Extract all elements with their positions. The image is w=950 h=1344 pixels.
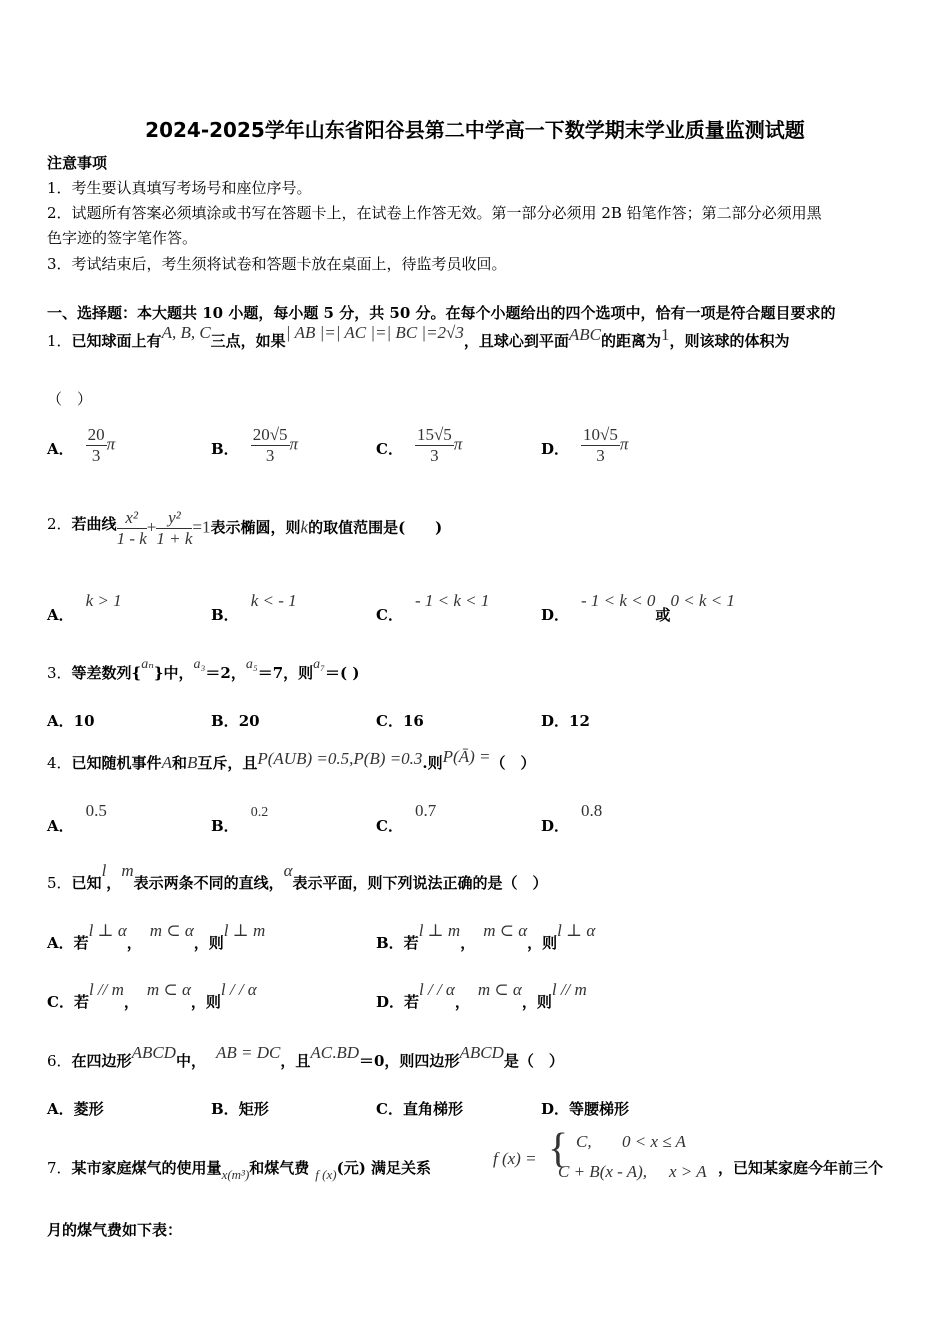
- q5-text: 表示两条不同的直线，: [133, 874, 284, 892]
- q7-text: 和煤气费: [249, 1159, 310, 1177]
- notice-item: 色字迹的签字笔作答。: [47, 229, 198, 247]
- option-d[interactable]: [376, 979, 587, 1011]
- answer-paren: （ ）: [47, 390, 93, 408]
- q1-math: 1: [661, 325, 670, 344]
- fraction-denominator: 3: [430, 446, 439, 465]
- question-number: 1．: [47, 332, 72, 350]
- option-a[interactable]: [47, 425, 115, 466]
- option-label: C．: [376, 439, 403, 458]
- question-3: [47, 657, 360, 683]
- q3-text: 等差数列{: [71, 664, 142, 682]
- option-math: k < - 1: [250, 591, 297, 610]
- option-c[interactable]: [376, 710, 424, 731]
- option-text: 直角梯形: [402, 1100, 463, 1118]
- option-math: - 1 < k < 1: [414, 591, 490, 610]
- separator: ，则: [521, 993, 552, 1011]
- option-label: C．: [376, 606, 403, 624]
- option-text: 菱形: [73, 1100, 104, 1118]
- option-label: A．: [47, 1100, 74, 1118]
- option-label: D．: [541, 1100, 570, 1118]
- q1-math: ABC: [568, 325, 602, 344]
- option-b[interactable]: [211, 425, 298, 466]
- q6-math: BD: [336, 1043, 359, 1062]
- option-math: l ⊥ α: [557, 921, 596, 940]
- q1-text: ，则该球的体积为: [669, 332, 790, 350]
- option-c[interactable]: [376, 800, 437, 835]
- q6-math: ABCD: [131, 1043, 176, 1062]
- option-label: A．若: [47, 934, 89, 952]
- separator: ，则: [190, 993, 221, 1011]
- question-number: 3．: [47, 664, 72, 682]
- option-label: A．: [47, 606, 74, 624]
- option-math: m ⊂ α: [149, 921, 194, 940]
- fraction-numerator: 20: [87, 425, 105, 444]
- option-b[interactable]: [376, 920, 596, 952]
- q4-math: ,P(B) =0.3: [349, 749, 423, 768]
- option-a[interactable]: [47, 800, 107, 835]
- fraction-denominator: 3: [91, 446, 101, 465]
- separator: ，则: [527, 934, 558, 952]
- q5-text: 已知: [71, 874, 102, 892]
- option-d[interactable]: [541, 1098, 629, 1119]
- option-label: B．: [211, 439, 239, 458]
- question-number: 6．: [47, 1052, 72, 1070]
- q6-text: 在四边形: [71, 1052, 132, 1070]
- option-a[interactable]: [47, 920, 266, 952]
- dot-product: .: [332, 1043, 337, 1062]
- separator: ，: [454, 993, 470, 1011]
- question-6: [47, 1043, 564, 1071]
- option-d[interactable]: [541, 800, 603, 835]
- pi-symbol: π: [619, 434, 629, 454]
- q4-text: 和: [171, 754, 187, 772]
- question-7: [47, 1157, 432, 1182]
- option-c[interactable]: [376, 425, 462, 466]
- pi-symbol: π: [453, 434, 463, 454]
- fraction-numerator: 15√5: [416, 425, 452, 444]
- piecewise-case-1-value: C,: [576, 1132, 592, 1151]
- option-value: 0.2: [250, 805, 269, 820]
- fraction-numerator: x²: [117, 508, 147, 529]
- notice-item: 3．考试结束后，考生须将试卷和答题卡放在桌面上，待监考员收回。: [47, 255, 507, 273]
- q4-text: 已知随机事件: [71, 754, 162, 772]
- option-value: 0.7: [414, 801, 437, 820]
- question-number: 7．: [47, 1159, 72, 1177]
- q3-text: ＝( ): [325, 664, 360, 682]
- q3-text: ＝2，: [205, 664, 246, 682]
- piecewise-case-2-condition: x > A: [669, 1162, 707, 1181]
- option-b[interactable]: [211, 590, 297, 624]
- piecewise-function-name: f (x) =: [493, 1149, 537, 1168]
- notice-item: 1．考生要认真填写考场号和座位序号。: [47, 179, 312, 197]
- q7-text-line2: 月的煤气费如下表：: [47, 1221, 183, 1239]
- separator: ，: [123, 993, 139, 1011]
- question-5: [47, 861, 548, 893]
- pi-symbol: π: [106, 434, 116, 454]
- q4-math: P(AUB) =0.5: [257, 749, 350, 768]
- option-b[interactable]: [211, 1098, 269, 1119]
- q6-math: ABCD: [459, 1043, 504, 1062]
- option-math: l ⊥ m: [418, 921, 461, 940]
- separator: ，: [126, 934, 142, 952]
- q2-text: 若曲线: [71, 514, 117, 533]
- q5-text: ，: [106, 874, 122, 892]
- q3-text: }中，: [153, 664, 194, 682]
- option-label: A．: [47, 439, 74, 458]
- piecewise-case-2-value: C + B(x - A),: [558, 1162, 648, 1181]
- option-math: m ⊂ α: [146, 980, 191, 999]
- option-value: 0.5: [85, 801, 107, 820]
- fraction-denominator: 3: [596, 446, 605, 465]
- option-text: 16: [402, 712, 424, 730]
- option-label: D．: [541, 712, 570, 730]
- fraction-denominator: 1 - k: [116, 529, 147, 548]
- option-b[interactable]: [211, 710, 260, 731]
- q7-text: (元) 满足关系: [336, 1159, 432, 1177]
- q1-text: 的距离为: [601, 332, 662, 350]
- q2-math: k: [300, 517, 309, 537]
- q2-text: 表示椭圆，则: [210, 518, 301, 537]
- option-a[interactable]: [47, 1098, 104, 1119]
- option-c[interactable]: [376, 590, 490, 624]
- option-label: B．: [211, 606, 239, 624]
- option-a[interactable]: [47, 710, 95, 731]
- option-math: l // m: [551, 980, 587, 999]
- option-text: 20: [238, 712, 260, 730]
- option-label: C．: [376, 817, 403, 835]
- q6-math: AB = DC: [215, 1043, 281, 1062]
- equals-sign: =1: [192, 517, 211, 537]
- option-label: A．: [47, 817, 74, 835]
- q4-text: 互斥，且: [197, 754, 258, 772]
- q3-math: a₇: [313, 657, 326, 672]
- option-math: l / / α: [220, 980, 257, 999]
- option-d[interactable]: [541, 710, 590, 731]
- q3-math: a₃: [193, 657, 206, 672]
- piecewise-brace: {: [548, 1126, 569, 1172]
- question-number: 2．: [47, 514, 72, 533]
- q6-text: ，且: [280, 1052, 311, 1070]
- option-label: B．若: [376, 934, 419, 952]
- option-d[interactable]: [541, 425, 628, 466]
- option-math: l ⊥ m: [223, 921, 266, 940]
- option-d[interactable]: [541, 590, 735, 624]
- q1-math: A, B, C: [161, 323, 211, 342]
- option-label: C．: [376, 1100, 403, 1118]
- q4-text: （ ）: [490, 754, 536, 772]
- q5-math: l: [101, 861, 107, 880]
- option-math: k > 1: [85, 591, 122, 610]
- or-word: 或: [655, 606, 671, 624]
- option-label: C．若: [47, 993, 89, 1011]
- question-2: [47, 508, 442, 549]
- option-math: l ⊥ α: [88, 921, 127, 940]
- question-number: 4．: [47, 754, 72, 772]
- q6-text: ＝0，则四边形: [359, 1052, 460, 1070]
- option-label: B．: [211, 712, 239, 730]
- q7-text: ，已知某家庭今年前三个: [718, 1159, 884, 1177]
- q4-math: P(Ā) =: [442, 747, 491, 766]
- fraction-numerator: 10√5: [583, 425, 618, 444]
- option-text: 12: [569, 712, 590, 730]
- option-math: - 1 < k < 0: [581, 591, 656, 610]
- q4-math: A: [161, 753, 172, 772]
- separator: ，则: [193, 934, 224, 952]
- option-math: l // m: [88, 980, 124, 999]
- q6-text: 中，: [175, 1052, 206, 1070]
- q1-math: | AB |=| AC |=| BC |=2√3: [285, 323, 464, 342]
- q5-math: α: [283, 861, 293, 880]
- option-label: C．: [376, 712, 403, 730]
- notice-heading: 注意事项: [47, 154, 108, 172]
- option-text: 等腰梯形: [569, 1100, 630, 1118]
- option-math: m ⊂ α: [477, 980, 522, 999]
- fraction-numerator: 20√5: [252, 425, 288, 444]
- page-title: 2024-2025学年山东省阳谷县第二中学高一下数学期末学业质量监测试题: [145, 118, 805, 142]
- option-label: A．: [47, 712, 74, 730]
- option-label: B．: [211, 1100, 239, 1118]
- option-label: D．: [541, 817, 570, 835]
- q2-text: 的取值范围是( ): [308, 518, 443, 537]
- option-label: B．: [211, 817, 239, 835]
- fraction-numerator: y²: [156, 508, 192, 529]
- option-label: D．: [541, 606, 570, 624]
- q1-text: 已知球面上有: [71, 332, 162, 350]
- fraction-denominator: 1 + k: [156, 529, 193, 548]
- piecewise-case-1-condition: 0 < x ≤ A: [622, 1132, 686, 1151]
- option-label: D．若: [376, 993, 420, 1011]
- option-math: l / / α: [419, 980, 455, 999]
- question-1: [47, 323, 790, 351]
- pi-symbol: π: [289, 434, 299, 454]
- option-math: 0 < k < 1: [670, 591, 735, 610]
- fraction-denominator: 3: [265, 446, 275, 465]
- option-math: m ⊂ α: [483, 921, 528, 940]
- q7-math: x(m³): [221, 1167, 250, 1182]
- option-c[interactable]: [376, 1098, 463, 1119]
- q3-math: aₙ: [141, 657, 154, 672]
- q6-text: 是（ ）: [503, 1052, 564, 1070]
- q5-math: m: [121, 861, 134, 880]
- q7-text: 某市家庭煤气的使用量: [71, 1159, 222, 1177]
- q6-math: AC: [310, 1043, 333, 1062]
- option-b[interactable]: [211, 800, 269, 835]
- plus-sign: +: [146, 517, 157, 537]
- question-number: 5．: [47, 874, 72, 892]
- q3-math: a₅: [245, 657, 258, 672]
- option-text: 矩形: [238, 1100, 269, 1118]
- separator: ，: [460, 934, 476, 952]
- option-label: D．: [541, 439, 570, 458]
- notice-item: 2．试题所有答案必须填涂或书写在答题卡上，在试卷上作答无效。第一部分必须用 2B 铅笔作答；第二部分必须用黑: [47, 204, 822, 222]
- q1-text: ，且球心到平面: [463, 332, 569, 350]
- q3-text: ＝7，则: [257, 664, 314, 682]
- q5-text: 表示平面，则下列说法正确的是（ ）: [292, 874, 548, 892]
- option-text: 10: [73, 712, 95, 730]
- option-value: 0.8: [581, 801, 603, 820]
- option-c[interactable]: [47, 979, 257, 1011]
- question-4: [47, 747, 536, 773]
- q4-math: B: [186, 753, 198, 772]
- q7-math: f (x): [315, 1167, 337, 1182]
- option-a[interactable]: [47, 590, 122, 624]
- section-heading: 一、选择题：本大题共 10 小题，每小题 5 分，共 50 分。在每个小题给出的四个选项中，恰有一项是符合题目要求的: [47, 304, 836, 322]
- q1-text: 三点，如果: [210, 332, 286, 350]
- q4-text: .则: [422, 754, 443, 772]
